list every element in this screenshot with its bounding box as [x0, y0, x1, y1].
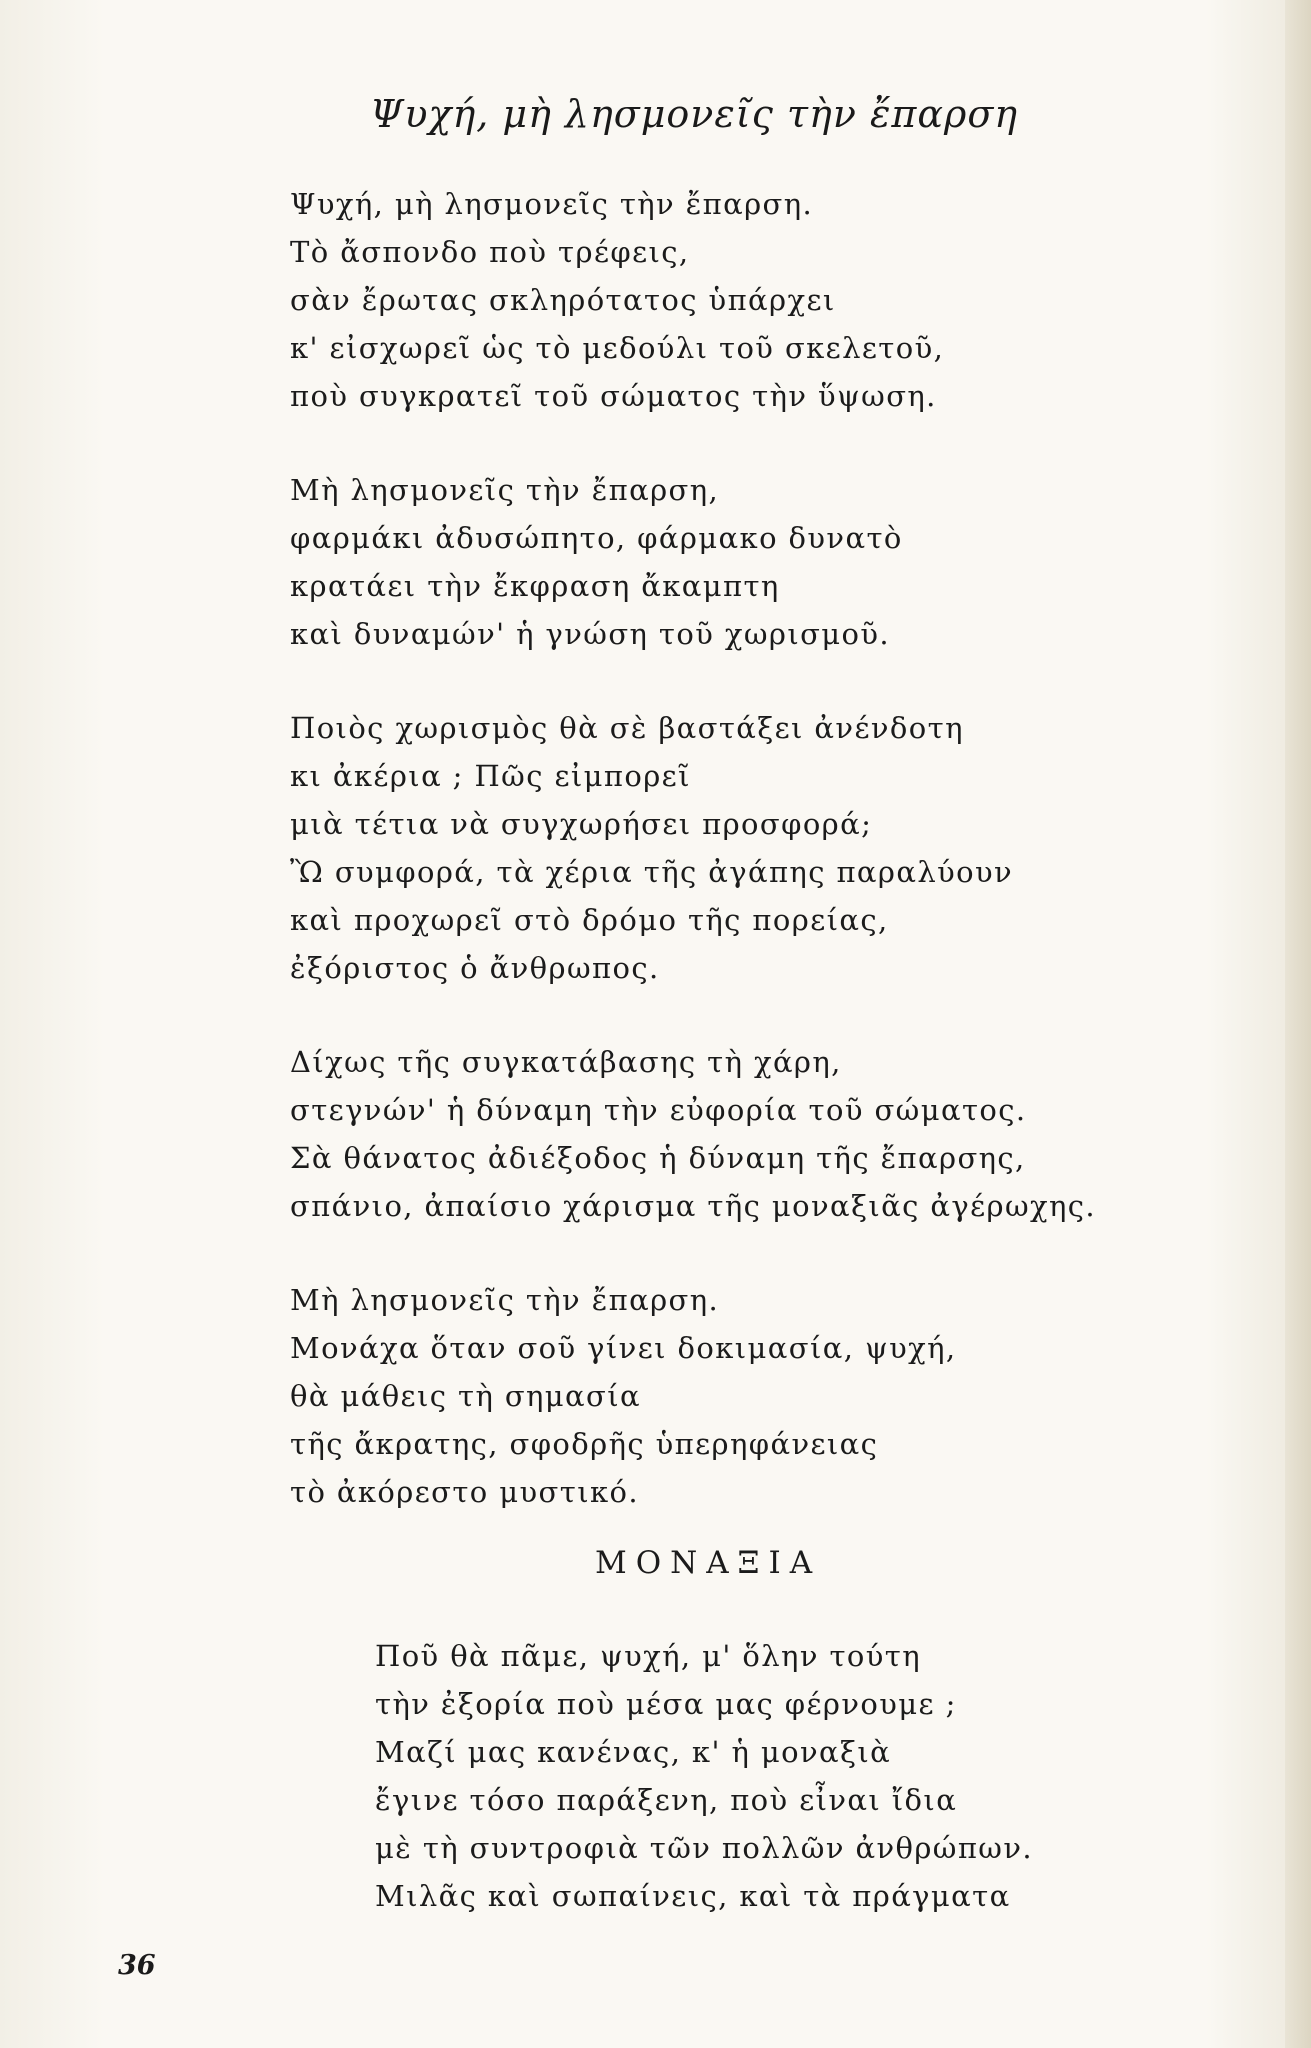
poem-line: Μονάχα ὅταν σοῦ γίνει δοκιμασία, ψυχή,	[290, 1331, 957, 1365]
section-heading: ΜΟΝΑΞΙΑ	[595, 1545, 822, 1581]
poem-line: ἔγινε τόσο παράξενη, ποὺ εἶναι ἴδια	[375, 1783, 958, 1817]
poem-line: Ὢ συμφορά, τὰ χέρια τῆς ἀγάπης παραλύουν	[290, 855, 1014, 889]
stanza-3	[290, 704, 1190, 992]
poem-line: τῆς ἄκρατης, σφοδρῆς ὑπερηφάνειας	[290, 1427, 879, 1461]
poem-line: κ' εἰσχωρεῖ ὡς τὸ μεδούλι τοῦ σκελετοῦ,	[290, 331, 945, 365]
poem-line: μιὰ τέτια νὰ συγχωρήσει προσφορά;	[290, 807, 873, 841]
poem-line: Τὸ ἄσπονδο ποὺ τρέφεις,	[290, 235, 690, 269]
poem-body	[290, 180, 1190, 1562]
poem-line: φαρμάκι ἀδυσώπητο, φάρμακο δυνατὸ	[290, 521, 903, 555]
second-poem-body	[375, 1632, 1255, 1920]
poem-line: Μὴ λησμονεῖς τὴν ἔπαρση.	[290, 1283, 720, 1317]
poem-line: σὰν ἔρωτας σκληρότατος ὑπάρχει	[290, 283, 836, 317]
page-number: 36	[118, 1950, 156, 1981]
poem-line: Ποιὸς χωρισμὸς θὰ σὲ βαστάξει ἀνένδοτη	[290, 711, 964, 745]
poem-line: τὴν ἐξορία ποὺ μέσα μας φέρνουμε ;	[375, 1687, 957, 1721]
stanza-5	[290, 1276, 1190, 1516]
poem-line: Ψυχή, μὴ λησμονεῖς τὴν ἔπαρση.	[290, 187, 814, 221]
poem-line: Ποῦ θὰ πᾶμε, ψυχή, μ' ὅλην τούτη	[375, 1639, 922, 1673]
poem-line: ποὺ συγκρατεῖ τοῦ σώματος τὴν ὕψωση.	[290, 379, 937, 413]
poem-line: ἐξόριστος ὁ ἄνθρωπος.	[290, 951, 660, 985]
stanza-4	[290, 1038, 1190, 1230]
poem-line: καὶ δυναμών' ἡ γνώση τοῦ χωρισμοῦ.	[290, 617, 891, 651]
poem-line: Μαζί μας κανένας, κ' ἡ μοναξιὰ	[375, 1735, 892, 1769]
stanza-1	[290, 180, 1190, 420]
poem-line: κρατάει τὴν ἔκφραση ἄκαμπτη	[290, 569, 780, 603]
poem-title: Ψυχή, μὴ λησμονεῖς τὴν ἔπαρση	[370, 92, 1019, 136]
stanza-2	[290, 466, 1190, 658]
poem-line: τὸ ἀκόρεστο μυστικό.	[290, 1475, 639, 1509]
poem-line: καὶ προχωρεῖ στὸ δρόμο τῆς πορείας,	[290, 903, 889, 937]
poem-line: στεγνών' ἡ δύναμη τὴν εὐφορία τοῦ σώματος.	[290, 1093, 1027, 1127]
poem-line: κι ἀκέρια ; Πῶς εἰμπορεῖ	[290, 759, 691, 793]
poem-line: Μὴ λησμονεῖς τὴν ἔπαρση,	[290, 473, 720, 507]
poem-line: θὰ μάθεις τὴ σημασία	[290, 1379, 641, 1413]
poem-line: μὲ τὴ συντροφιὰ τῶν πολλῶν ἀνθρώπων.	[375, 1831, 1033, 1865]
poem-line: Μιλᾶς καὶ σωπαίνεις, καὶ τὰ πράγματα	[375, 1879, 1011, 1913]
poem-line: σπάνιο, ἀπαίσιο χάρισμα τῆς μοναξιᾶς ἀγέρωχης.	[290, 1189, 1097, 1223]
poem-line: Δίχως τῆς συγκατάβασης τὴ χάρη,	[290, 1045, 842, 1079]
poem-line: Σὰ θάνατος ἀδιέξοδος ἡ δύναμη τῆς ἔπαρσης,	[290, 1141, 1026, 1175]
page-edge-shadow	[1285, 0, 1311, 2048]
